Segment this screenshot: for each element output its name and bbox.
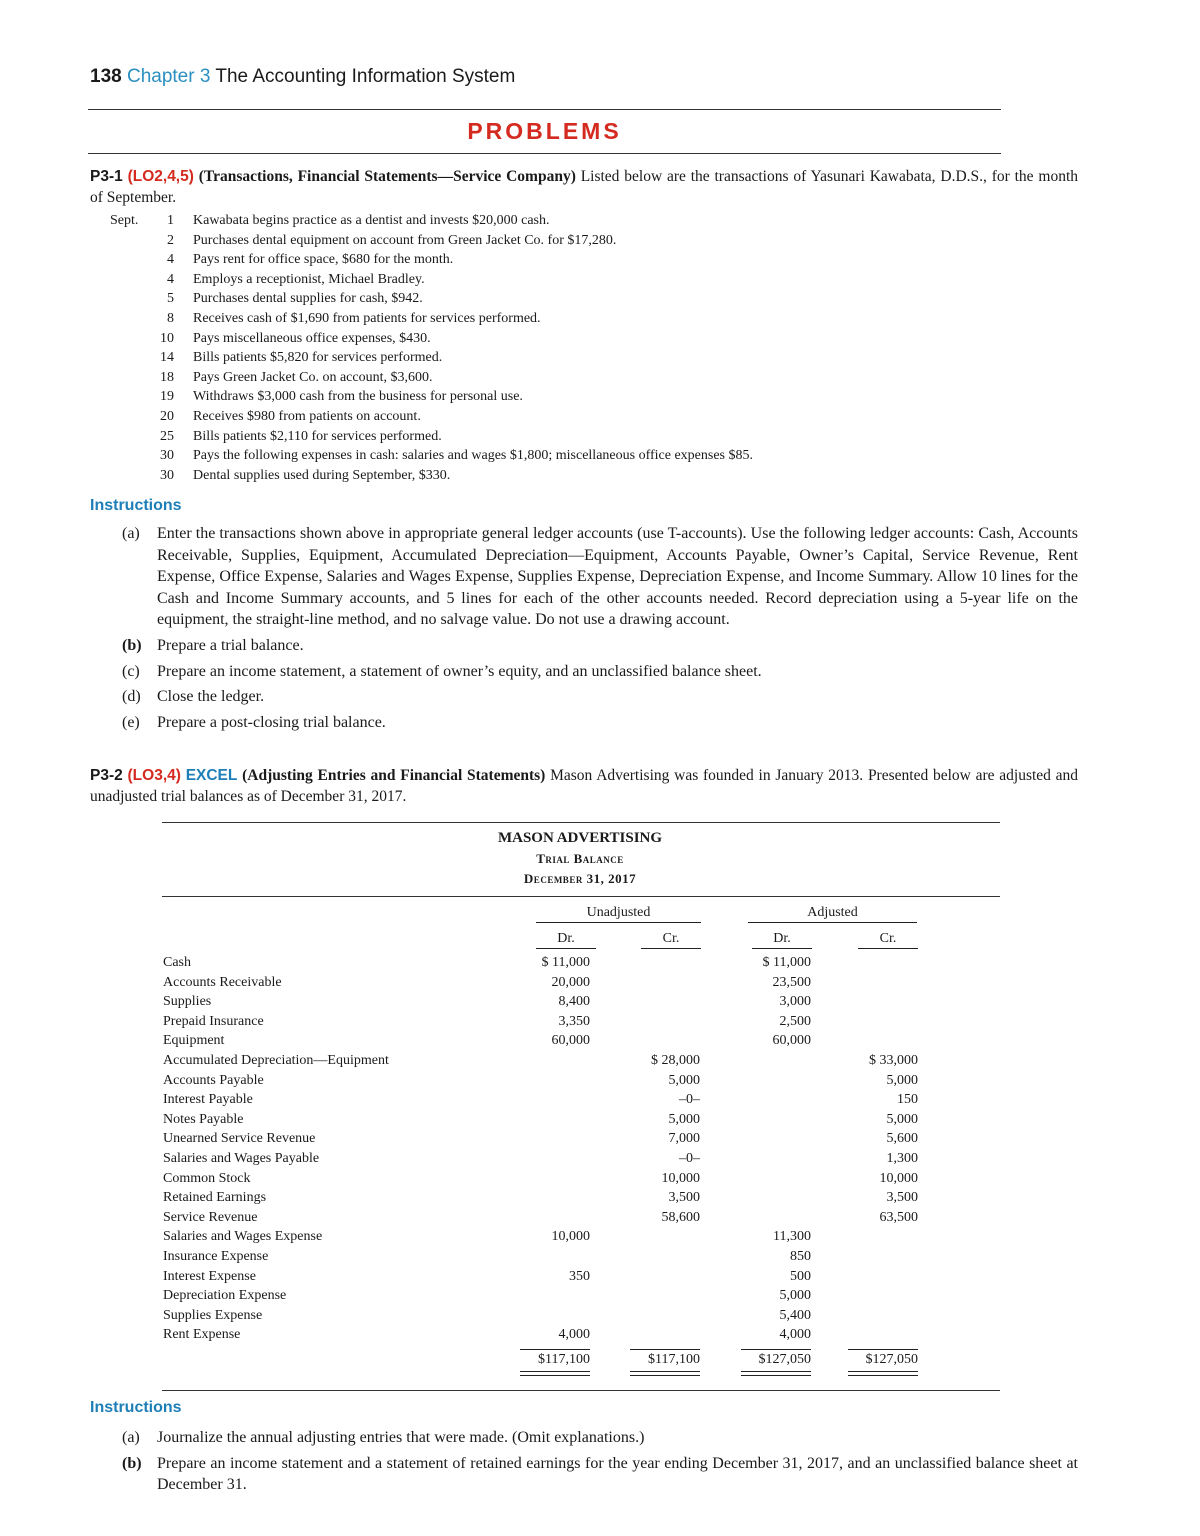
amount-a-cr: 10,000 (879, 1170, 918, 1186)
table-row (163, 1092, 923, 1112)
amount-u-cr: –0– (679, 1150, 700, 1166)
section-title: PROBLEMS (467, 118, 622, 144)
totals-row (163, 1352, 923, 1372)
amount-u-dr: 20,000 (551, 974, 590, 990)
amount-a-cr: 5,600 (886, 1131, 918, 1147)
transaction-day: 30 (160, 467, 174, 483)
table-row (163, 1053, 923, 1073)
totals-rule (630, 1349, 700, 1350)
amount-u-cr: 5,000 (668, 1072, 700, 1088)
transaction-description: Receives $980 from patients on account. (193, 408, 421, 424)
transaction-description: Receives cash of $1,690 from patients for services performed. (193, 310, 541, 326)
amount-a-cr: $ 33,000 (869, 1052, 918, 1068)
table-row (163, 1014, 923, 1034)
instruction-item (122, 523, 1078, 631)
amount-u-dr: 4,000 (558, 1327, 590, 1343)
transaction-description: Bills patients $2,110 for services performed. (193, 428, 442, 444)
account-name: Service Revenue (163, 1209, 258, 1225)
amount-u-dr: $ 11,000 (541, 955, 590, 970)
trial-balance-table (163, 955, 923, 1371)
account-name: Common Stock (163, 1170, 251, 1186)
transaction-row (90, 233, 890, 253)
transaction-list (90, 213, 890, 487)
amount-a-cr: 3,500 (886, 1190, 918, 1206)
amount-a-dr: 5,400 (779, 1307, 811, 1323)
instruction-text: Prepare an income statement, a statement of owner’s equity, and an unclassified balance sheet. (157, 662, 762, 680)
totals-rule (848, 1349, 918, 1350)
instruction-item (122, 635, 1078, 657)
transaction-description: Purchases dental supplies for cash, $942. (193, 291, 423, 307)
amount-a-dr: 500 (790, 1268, 811, 1284)
problem-id: P3-1 (90, 168, 123, 185)
learning-objectives: (LO3,4) (127, 767, 181, 784)
transaction-description: Withdraws $3,000 cash from the business for personal use. (193, 389, 523, 405)
transaction-description: Pays the following expenses in cash: salaries and wages $1,800; miscellaneous office expenses $85. (193, 448, 753, 464)
table-row (163, 1190, 923, 1210)
account-name: Cash (163, 955, 191, 970)
amount-a-dr: 850 (790, 1248, 811, 1264)
group-adjusted: Adjusted (748, 905, 917, 923)
amount-a-dr: 3,000 (779, 994, 811, 1010)
account-name: Notes Payable (163, 1111, 244, 1127)
trial-balance-date: December 31, 2017 (523, 871, 637, 886)
table-row (163, 994, 923, 1014)
transaction-row (90, 331, 890, 351)
account-name: Accounts Receivable (163, 974, 282, 990)
account-name: Equipment (163, 1033, 225, 1049)
transaction-row (90, 389, 890, 409)
amount-a-cr: 5,000 (886, 1111, 918, 1127)
amount-u-cr: 7,000 (668, 1131, 700, 1147)
transaction-description: Dental supplies used during September, $330. (193, 467, 451, 483)
instruction-text: Enter the transactions shown above in appropriate general ledger accounts (use T-accounts). Use the following ledger accounts: Cash, Accounts Receivable, Supplies, Equipment, Accumulated Depreciation—Equipment, Accounts Payable, Owner’s Capital, Service Revenue, Rent Expense, Office Expense, Salaries and Wages Expense, Supplies Expense, Depreciation Expense, and Income Summary. Allow 10 lines for the Cash and Income Summary accounts, and 5 lines for each of the other accounts needed. Record depreciation using a 5-year life on the equipment, the straight-line method, and no salvage value. Do not use a drawing account. (157, 525, 1078, 629)
table-row (163, 1171, 923, 1191)
transaction-row (90, 252, 890, 272)
instruction-item (122, 1453, 1078, 1496)
table-top-rule (162, 822, 1000, 823)
table-row (163, 1229, 923, 1249)
col-unadjusted-cr: Cr. (641, 931, 701, 949)
problem-title: (Adjusting Entries and Financial Statements) (242, 767, 546, 784)
chapter-label: Chapter 3 (126, 66, 211, 87)
amount-u-dr: 3,350 (558, 1013, 590, 1029)
table-bottom-rule (162, 1390, 1000, 1391)
account-name: Rent Expense (163, 1327, 241, 1343)
transaction-day: 18 (160, 369, 174, 385)
totals-double-rule (741, 1371, 811, 1376)
amount-u-cr: –0– (679, 1092, 700, 1108)
chapter-title: The Accounting Information System (215, 66, 516, 87)
transaction-day: 4 (167, 271, 174, 287)
table-header-rule (162, 896, 1000, 897)
col-unadjusted-dr: Dr. (536, 931, 596, 949)
transaction-row (90, 350, 890, 370)
account-name: Accumulated Depreciation—Equipment (163, 1052, 389, 1068)
transaction-day: 14 (160, 350, 174, 366)
transaction-month: Sept. (110, 213, 139, 228)
account-name: Salaries and Wages Payable (163, 1150, 320, 1166)
col-adjusted-cr: Cr. (858, 931, 918, 949)
instruction-item (122, 661, 1078, 683)
instruction-item (122, 1427, 1078, 1449)
account-name: Depreciation Expense (163, 1288, 287, 1304)
total-a-cr: $127,050 (865, 1351, 918, 1367)
transaction-row (90, 409, 890, 429)
amount-a-dr: 5,000 (779, 1288, 811, 1304)
problem-intro-text: Mason Advertising was founded in January 2013. Presented below are adjusted and unadjusted trial balances as of December 31, 2017. (90, 767, 1079, 805)
instruction-item (122, 712, 1078, 734)
instruction-text: Close the ledger. (157, 688, 265, 706)
running-head (90, 66, 515, 88)
table-row (163, 1073, 923, 1093)
table-row (163, 1327, 923, 1347)
amount-a-dr: 23,500 (772, 974, 811, 990)
table-row (163, 1210, 923, 1230)
problem-intro-text: Listed below are the transactions of Yasunari Kawabata, D.D.S., for the month of September. (90, 168, 1078, 206)
instructions-list-p31 (122, 523, 1078, 737)
instruction-label: (a) (122, 525, 140, 542)
transaction-day: 4 (167, 252, 174, 268)
table-row (163, 1249, 923, 1269)
amount-u-cr: 10,000 (661, 1170, 700, 1186)
amount-u-cr: 58,600 (661, 1209, 700, 1225)
amount-a-dr: $ 11,000 (762, 955, 811, 970)
problem-title: (Transactions, Financial Statements—Service Company) (198, 168, 576, 185)
amount-a-dr: 60,000 (772, 1033, 811, 1049)
account-name: Retained Earnings (163, 1190, 267, 1206)
account-name: Interest Expense (163, 1268, 256, 1284)
transaction-description: Pays Green Jacket Co. on account, $3,600. (193, 369, 433, 385)
problem-3-1-intro (90, 166, 1078, 208)
amount-a-dr: 2,500 (779, 1013, 811, 1029)
totals-double-rule (630, 1371, 700, 1376)
table-row (163, 1131, 923, 1151)
instruction-label: (e) (122, 713, 140, 731)
amount-a-cr: 1,300 (886, 1150, 918, 1166)
transaction-description: Kawabata begins practice as a dentist and invests $20,000 cash. (193, 213, 550, 228)
instructions-heading-p31: Instructions (90, 497, 182, 514)
transaction-day: 2 (167, 232, 174, 248)
account-name: Supplies Expense (163, 1307, 263, 1323)
transaction-row (90, 468, 890, 488)
table-row (163, 1308, 923, 1328)
trial-balance-subtitle: Trial Balance (536, 851, 624, 866)
amount-u-dr: 60,000 (551, 1033, 590, 1049)
instruction-text: Journalize the annual adjusting entries that were made. (Omit explanations.) (157, 1429, 645, 1446)
table-row (163, 1269, 923, 1289)
group-unadjusted: Unadjusted (536, 905, 701, 923)
excel-badge: EXCEL (185, 767, 238, 784)
amount-u-dr: 8,400 (558, 994, 590, 1010)
transaction-description: Pays miscellaneous office expenses, $430. (193, 330, 431, 346)
transaction-row (90, 272, 890, 292)
transaction-day: 30 (160, 448, 174, 464)
totals-double-rule (848, 1371, 918, 1376)
table-row (163, 1288, 923, 1308)
header-rule (88, 109, 1001, 110)
amount-a-cr: 150 (897, 1092, 918, 1108)
total-u-dr: $117,100 (538, 1351, 590, 1367)
transaction-row (90, 311, 890, 331)
learning-objectives: (LO2,4,5) (127, 168, 194, 185)
transaction-day: 19 (160, 389, 174, 405)
instruction-label: (b) (122, 1454, 142, 1472)
account-name: Prepaid Insurance (163, 1013, 264, 1029)
account-name: Salaries and Wages Expense (163, 1229, 323, 1245)
totals-rule (520, 1349, 590, 1350)
amount-u-cr: 3,500 (668, 1190, 700, 1206)
problem-3-2-intro (90, 765, 1078, 807)
transaction-day: 10 (160, 330, 174, 346)
transaction-day: 5 (167, 291, 174, 307)
amount-a-dr: 11,300 (773, 1229, 811, 1245)
instruction-label: (a) (122, 1429, 140, 1446)
table-row (163, 1112, 923, 1132)
trial-balance-company: MASON ADVERTISING (497, 830, 663, 846)
totals-double-rule (520, 1371, 590, 1376)
transaction-day: 8 (167, 310, 174, 326)
totals-rule (741, 1349, 811, 1350)
transaction-row (90, 370, 890, 390)
transaction-row (90, 448, 890, 468)
transaction-day: 1 (167, 213, 174, 228)
table-row (163, 955, 923, 975)
transaction-description: Pays rent for office space, $680 for the month. (193, 252, 454, 268)
amount-u-dr: 350 (569, 1268, 590, 1284)
instruction-label: (d) (122, 688, 141, 706)
table-row (163, 975, 923, 995)
instruction-label: (c) (122, 662, 140, 680)
amount-u-cr: 5,000 (668, 1111, 700, 1127)
section-rule (88, 153, 1001, 154)
col-adjusted-dr: Dr. (752, 931, 812, 949)
account-name: Accounts Payable (163, 1072, 264, 1088)
amount-u-dr: 10,000 (551, 1229, 590, 1245)
account-name: Interest Payable (163, 1092, 253, 1108)
instruction-text: Prepare an income statement and a statement of retained earnings for the year ending December 31, 2017, and an unclassified balance sheet at December 31. (157, 1454, 1078, 1494)
transaction-description: Employs a receptionist, Michael Bradley. (193, 271, 425, 287)
transaction-row (90, 429, 890, 449)
table-row (163, 1151, 923, 1171)
instructions-heading-p32: Instructions (90, 1399, 182, 1416)
transaction-description: Bills patients $5,820 for services performed. (193, 350, 443, 366)
page-number: 138 (90, 66, 122, 87)
instruction-item (122, 686, 1078, 708)
account-name: Supplies (163, 994, 212, 1010)
table-row (163, 1033, 923, 1053)
transaction-row (90, 213, 890, 233)
total-a-dr: $127,050 (758, 1351, 811, 1367)
amount-a-dr: 4,000 (779, 1327, 811, 1343)
transaction-day: 25 (160, 428, 174, 444)
amount-a-cr: 5,000 (886, 1072, 918, 1088)
transaction-day: 20 (160, 408, 174, 424)
instructions-list-p32 (122, 1427, 1078, 1500)
problem-id: P3-2 (90, 767, 123, 784)
instruction-label: (b) (122, 636, 142, 654)
instruction-text: Prepare a trial balance. (157, 636, 304, 654)
total-u-cr: $117,100 (648, 1351, 700, 1367)
transaction-row (90, 291, 890, 311)
account-name: Unearned Service Revenue (163, 1131, 316, 1147)
amount-u-cr: $ 28,000 (651, 1052, 700, 1068)
account-name: Insurance Expense (163, 1248, 269, 1264)
transaction-description: Purchases dental equipment on account from Green Jacket Co. for $17,280. (193, 232, 617, 248)
amount-a-cr: 63,500 (879, 1209, 918, 1225)
instruction-text: Prepare a post-closing trial balance. (157, 713, 386, 731)
